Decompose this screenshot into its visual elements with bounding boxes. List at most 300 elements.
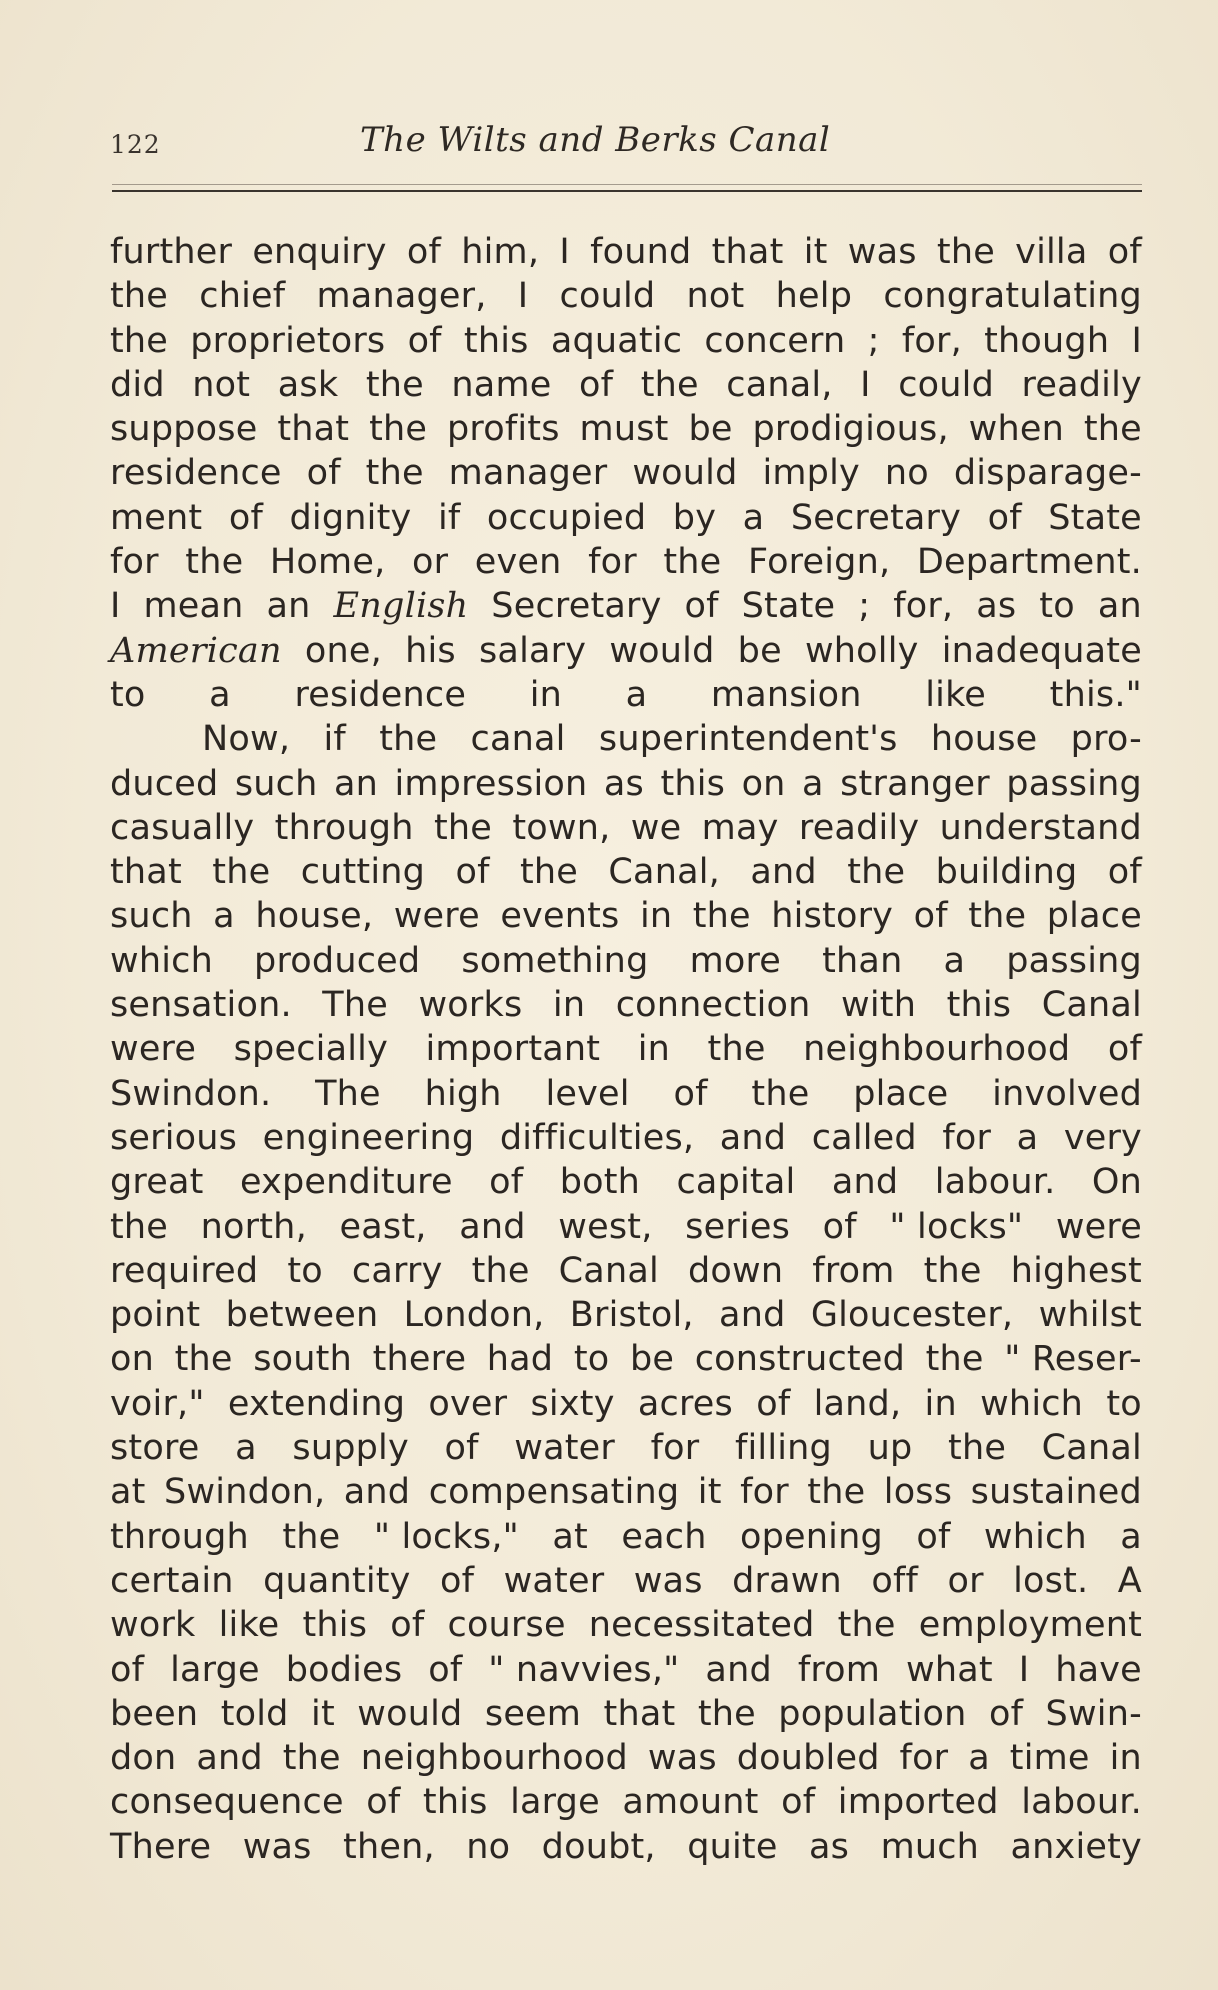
- word: would: [357, 1693, 463, 1734]
- word: of: [673, 1073, 708, 1114]
- word: specially: [233, 1029, 388, 1070]
- word: of: [913, 896, 948, 937]
- word: produced: [254, 940, 421, 981]
- word: Secretary: [491, 586, 662, 627]
- word: of: [444, 1428, 479, 1469]
- word: been: [110, 1693, 199, 1734]
- word: were: [110, 1029, 197, 1070]
- word: occupied: [486, 497, 647, 538]
- word: down: [687, 1250, 784, 1291]
- word: at: [110, 1472, 146, 1513]
- word: Now,: [202, 719, 291, 760]
- word: and: [719, 1117, 787, 1158]
- word: A: [1117, 1560, 1142, 1601]
- text-line: [110, 230, 1142, 274]
- word: the: [110, 320, 169, 361]
- word: superintendent's: [598, 719, 898, 760]
- word: the: [379, 719, 438, 760]
- word: the: [110, 276, 169, 317]
- word: of: [1107, 1029, 1142, 1070]
- word: necessitated: [588, 1605, 815, 1646]
- word: supply: [292, 1428, 409, 1469]
- word: of: [406, 232, 442, 272]
- word: be: [629, 1339, 675, 1380]
- word: engineering: [262, 1117, 475, 1158]
- word: much: [880, 1826, 980, 1867]
- word: a: [742, 497, 765, 538]
- word: events: [500, 896, 620, 937]
- word: of: [1107, 232, 1142, 272]
- word: for: [740, 1472, 789, 1513]
- word: State: [1048, 497, 1142, 538]
- word: in: [552, 985, 586, 1026]
- word: north,: [200, 1206, 307, 1247]
- word: suppose: [110, 409, 258, 450]
- word: Canal: [558, 1250, 659, 1291]
- word: would: [632, 453, 738, 494]
- word: whilst: [1038, 1295, 1142, 1336]
- word: on: [741, 763, 786, 804]
- text-line: [110, 319, 1142, 363]
- word: mansion: [710, 674, 862, 715]
- word: Department.: [916, 542, 1142, 583]
- word: and: [459, 1206, 526, 1247]
- word: extending: [227, 1383, 406, 1424]
- word: expenditure: [239, 1162, 453, 1203]
- word: the: [282, 1516, 341, 1557]
- word: as: [603, 763, 644, 804]
- word: dignity: [289, 497, 412, 538]
- word: amount: [622, 1782, 759, 1823]
- word: level: [545, 1073, 630, 1114]
- word: required: [110, 1250, 259, 1291]
- word: series: [685, 1206, 791, 1247]
- word: to: [1106, 1383, 1142, 1424]
- word: this: [660, 763, 726, 804]
- word: profits: [447, 409, 560, 450]
- word: of: [110, 1649, 145, 1690]
- word: Swin-: [1045, 1693, 1142, 1734]
- word: such: [110, 896, 193, 937]
- word: point: [110, 1295, 201, 1336]
- word: time: [1009, 1738, 1090, 1779]
- text-line: [110, 1205, 1142, 1249]
- word: for: [942, 1117, 992, 1158]
- word: the: [692, 896, 751, 937]
- word: pro-: [1070, 719, 1142, 760]
- word: the: [925, 1339, 984, 1380]
- text-line: [110, 451, 1142, 495]
- word: building: [935, 852, 1078, 893]
- word: wholly: [804, 630, 919, 671]
- word: cutting: [300, 852, 426, 893]
- word: of: [455, 852, 490, 893]
- word: to: [110, 674, 146, 715]
- word: " locks": [889, 1206, 1024, 1247]
- text-line: [110, 363, 1142, 407]
- word: and: [831, 1162, 899, 1203]
- word: told: [220, 1693, 289, 1734]
- word: there: [372, 1339, 467, 1380]
- word: canal,: [726, 364, 833, 405]
- word: then,: [343, 1826, 435, 1867]
- word: aquatic: [550, 320, 683, 361]
- word: that: [711, 232, 784, 272]
- word: we: [630, 807, 682, 848]
- word: store: [110, 1428, 200, 1469]
- text-line: [110, 584, 1142, 628]
- word: large: [510, 1782, 600, 1823]
- word: enquiry: [252, 232, 387, 272]
- word: no: [466, 1826, 511, 1867]
- word: up: [867, 1428, 913, 1469]
- text-line: [110, 1692, 1142, 1736]
- word: over: [428, 1383, 508, 1424]
- word: constructed: [694, 1339, 905, 1380]
- word: or: [947, 1560, 984, 1601]
- word: an: [333, 763, 378, 804]
- word: house: [930, 719, 1038, 760]
- word: acres: [637, 1383, 733, 1424]
- word: may: [701, 807, 779, 848]
- word: Swindon,: [164, 1472, 326, 1513]
- word: both: [559, 1162, 641, 1203]
- word: difficulties,: [499, 1117, 695, 1158]
- word: one,: [304, 630, 382, 671]
- word: name: [451, 364, 552, 405]
- word: of: [489, 1162, 524, 1203]
- word: no: [884, 453, 929, 494]
- word: chief: [199, 276, 286, 317]
- word: filling: [734, 1428, 832, 1469]
- text-line: [110, 540, 1142, 584]
- text-line: [110, 762, 1142, 806]
- word: On: [1091, 1162, 1142, 1203]
- word: through: [274, 807, 414, 848]
- word: would: [609, 630, 715, 671]
- word: was: [242, 1826, 312, 1867]
- word: sustained: [970, 1472, 1142, 1513]
- text-line: [110, 1293, 1142, 1337]
- word: that: [603, 1693, 676, 1734]
- word: " locks,": [373, 1516, 519, 1557]
- word: the: [923, 1250, 982, 1291]
- word: in: [639, 896, 673, 937]
- word: though: [984, 320, 1110, 361]
- word: ;: [867, 320, 880, 361]
- text-line: [110, 407, 1142, 451]
- word: American: [110, 630, 282, 671]
- text-line: [110, 850, 1142, 894]
- word: manager: [448, 453, 608, 494]
- word: an: [1097, 586, 1142, 627]
- word: to: [1039, 586, 1075, 627]
- word: of: [366, 1782, 401, 1823]
- word: residence: [294, 674, 467, 715]
- word: with: [841, 985, 917, 1026]
- text-line: [110, 1780, 1142, 1824]
- word: congratulating: [883, 276, 1142, 317]
- word: I: [559, 232, 570, 272]
- word: ask: [277, 364, 339, 405]
- word: neighbourhood: [803, 1029, 1071, 1070]
- word: of: [781, 1782, 816, 1823]
- word: impression: [394, 763, 588, 804]
- word: him,: [461, 232, 540, 272]
- word: could: [559, 276, 656, 317]
- word: London,: [403, 1295, 545, 1336]
- word: stranger: [840, 763, 990, 804]
- word: of: [684, 586, 719, 627]
- word: of: [407, 320, 442, 361]
- word: not: [686, 276, 745, 317]
- word: There: [110, 1826, 212, 1867]
- word: even: [474, 542, 562, 583]
- word: sixty: [530, 1383, 615, 1424]
- word: not: [192, 364, 251, 405]
- word: a: [1120, 1516, 1142, 1557]
- word: or: [411, 542, 449, 583]
- word: of: [916, 1516, 951, 1557]
- text-line: [110, 629, 1142, 673]
- word: mean: [143, 586, 244, 627]
- word: Canal: [1041, 1428, 1142, 1469]
- word: for,: [901, 320, 962, 361]
- word: work: [110, 1605, 196, 1646]
- word: duced: [110, 763, 219, 804]
- word: of: [822, 1206, 857, 1247]
- word: the: [936, 232, 995, 272]
- word: of: [987, 497, 1022, 538]
- word: which: [110, 940, 213, 981]
- text-line: [110, 1160, 1142, 1204]
- word: compensating: [428, 1472, 680, 1513]
- text-line: [110, 1116, 1142, 1160]
- word: this: [946, 985, 1012, 1026]
- word: imported: [837, 1782, 999, 1823]
- word: his: [405, 630, 456, 671]
- word: of: [228, 497, 263, 538]
- word: house,: [255, 896, 374, 937]
- text-line: [110, 1736, 1142, 1780]
- word: were: [1055, 1206, 1142, 1247]
- word: more: [689, 940, 782, 981]
- word: Swindon.: [110, 1073, 272, 1114]
- word: east,: [339, 1206, 427, 1247]
- word: history: [771, 896, 894, 937]
- word: don: [110, 1738, 177, 1779]
- word: The: [315, 1073, 381, 1114]
- word: was: [647, 1738, 717, 1779]
- word: proprietors: [190, 320, 386, 361]
- word: than: [822, 940, 903, 981]
- word: " Reser-: [1004, 1339, 1142, 1380]
- word: opening: [740, 1516, 883, 1557]
- word: I: [1018, 1649, 1030, 1690]
- word: understand: [939, 807, 1142, 848]
- word: employment: [918, 1605, 1142, 1646]
- word: what: [906, 1649, 993, 1690]
- word: a: [209, 674, 231, 715]
- word: casually: [110, 807, 255, 848]
- word: between: [225, 1295, 379, 1336]
- word: south: [253, 1339, 352, 1380]
- word: the: [697, 1693, 756, 1734]
- word: such: [234, 763, 318, 804]
- word: did: [110, 364, 165, 405]
- word: a: [625, 674, 648, 715]
- word: Canal,: [608, 852, 720, 893]
- word: Gloucester,: [810, 1295, 1014, 1336]
- word: in: [637, 1029, 671, 1070]
- word: a: [235, 1428, 257, 1469]
- word: which: [983, 1516, 1087, 1557]
- word: the: [707, 1029, 766, 1070]
- word: be: [688, 409, 733, 450]
- word: this: [422, 1782, 488, 1823]
- word: as: [976, 586, 1017, 627]
- word: the: [365, 453, 424, 494]
- text-line: [110, 1603, 1142, 1647]
- running-head: [110, 112, 1142, 172]
- word: the: [807, 1472, 866, 1513]
- text-line: [110, 1249, 1142, 1293]
- word: each: [621, 1516, 707, 1557]
- running-title: The Wilts and Berks Canal: [360, 120, 831, 160]
- word: population: [778, 1693, 967, 1734]
- word: the: [365, 364, 424, 405]
- word: could: [898, 364, 995, 405]
- word: were: [393, 896, 480, 937]
- word: place: [853, 1073, 949, 1114]
- word: State: [741, 586, 836, 627]
- word: carry: [351, 1250, 443, 1291]
- word: if: [323, 719, 346, 760]
- word: the: [663, 542, 722, 583]
- word: the: [212, 852, 271, 893]
- word: the: [751, 1073, 810, 1114]
- word: residence: [110, 453, 282, 494]
- word: large: [170, 1649, 260, 1690]
- word: on: [110, 1339, 154, 1380]
- word: the: [471, 1250, 530, 1291]
- text-line: [110, 1470, 1142, 1514]
- word: for: [650, 1428, 700, 1469]
- word: imply: [762, 453, 860, 494]
- word: " navvies,": [488, 1649, 680, 1690]
- word: voir,": [110, 1383, 205, 1424]
- word: inadequate: [941, 630, 1142, 671]
- word: for,: [893, 586, 954, 627]
- word: a: [1016, 1117, 1039, 1158]
- word: labour.: [934, 1162, 1056, 1203]
- word: I: [1131, 320, 1142, 361]
- word: villa: [1015, 232, 1088, 272]
- word: place: [1046, 896, 1142, 937]
- word: bodies: [285, 1649, 403, 1690]
- word: important: [425, 1029, 601, 1070]
- word: through: [110, 1516, 249, 1557]
- word: when: [968, 409, 1064, 450]
- word: highest: [1010, 1250, 1142, 1291]
- word: and: [719, 1295, 786, 1336]
- word: I: [860, 364, 871, 405]
- word: of: [390, 1605, 425, 1646]
- word: doubt,: [541, 1826, 656, 1867]
- word: for: [899, 1738, 949, 1779]
- word: drawn: [732, 1560, 842, 1601]
- word: the: [640, 364, 699, 405]
- word: ment: [110, 497, 203, 538]
- text-line: [110, 983, 1142, 1027]
- word: of: [306, 453, 341, 494]
- word: to: [573, 1339, 610, 1380]
- word: the: [968, 896, 1027, 937]
- word: Foreign,: [747, 542, 891, 583]
- word: have: [1055, 1649, 1142, 1690]
- word: seem: [484, 1693, 582, 1734]
- word: that: [277, 409, 350, 450]
- word: was: [633, 1560, 703, 1601]
- word: the: [847, 852, 906, 893]
- word: a: [943, 940, 966, 981]
- text-line: [110, 717, 1142, 761]
- word: Canal: [1041, 985, 1142, 1026]
- word: which: [980, 1383, 1084, 1424]
- word: Bristol,: [569, 1295, 694, 1336]
- word: of: [440, 1560, 475, 1601]
- text-line: [110, 1337, 1142, 1381]
- word: the: [110, 1206, 169, 1247]
- word: manager,: [316, 276, 487, 317]
- word: from: [812, 1250, 895, 1291]
- word: works: [418, 985, 523, 1026]
- word: course: [447, 1605, 566, 1646]
- word: English: [333, 586, 469, 627]
- word: anxiety: [1010, 1826, 1142, 1867]
- word: it: [803, 232, 828, 272]
- word: passing: [1006, 940, 1142, 981]
- header-rule: [112, 190, 1142, 192]
- word: concern: [704, 320, 846, 361]
- word: water: [503, 1560, 605, 1601]
- word: in: [924, 1383, 957, 1424]
- word: consequence: [110, 1782, 344, 1823]
- page-number: 122: [110, 130, 161, 159]
- word: of: [579, 364, 614, 405]
- text-line: [110, 1027, 1142, 1071]
- word: sensation.: [110, 985, 292, 1026]
- word: Home,: [269, 542, 386, 583]
- word: was: [847, 232, 917, 272]
- word: must: [579, 409, 669, 450]
- word: Secretary: [790, 497, 962, 538]
- word: canal: [470, 719, 566, 760]
- text-line: [110, 1648, 1142, 1692]
- word: something: [461, 940, 649, 981]
- word: a: [968, 1738, 990, 1779]
- word: great: [110, 1162, 204, 1203]
- word: town,: [512, 807, 611, 848]
- word: in: [529, 674, 563, 715]
- word: ;: [858, 586, 871, 627]
- word: as: [809, 1826, 850, 1867]
- word: doubled: [736, 1738, 880, 1779]
- word: at: [552, 1516, 588, 1557]
- text-line: [110, 274, 1142, 318]
- word: if: [437, 497, 461, 538]
- word: it: [311, 1693, 335, 1734]
